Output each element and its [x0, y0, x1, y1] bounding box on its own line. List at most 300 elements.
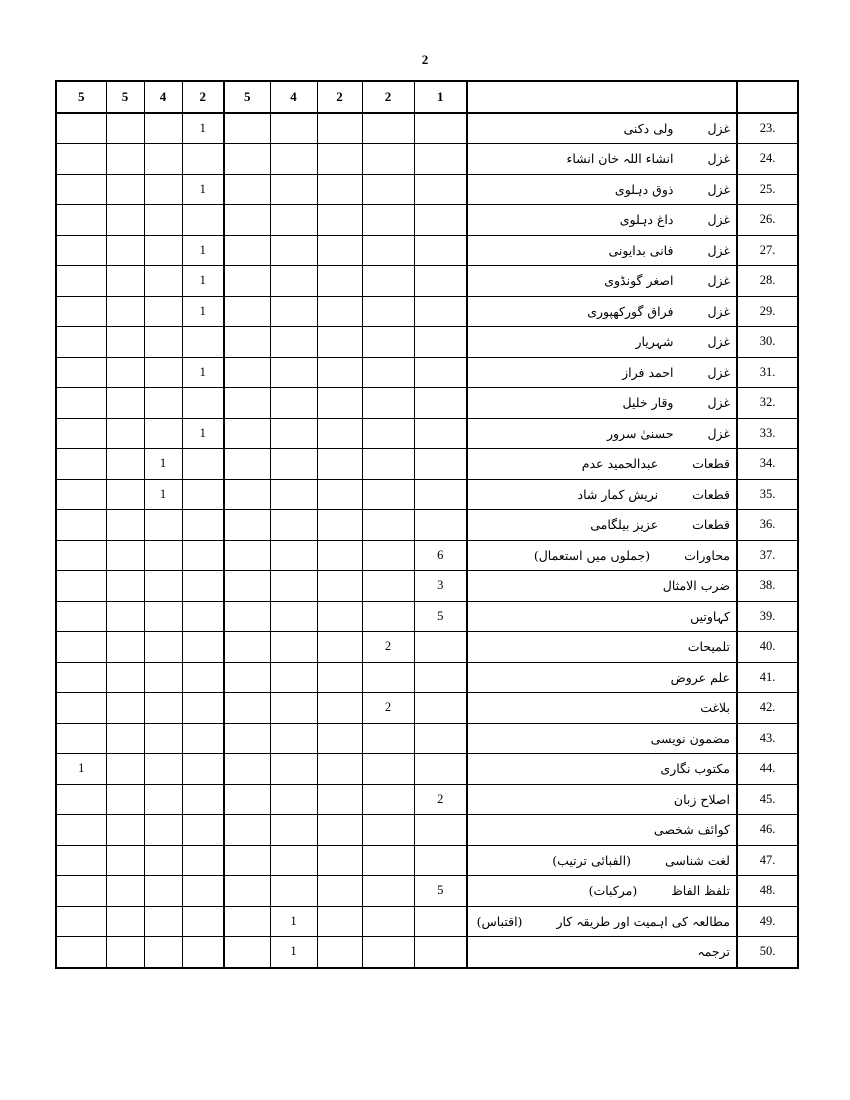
mark-cell: [362, 723, 414, 754]
mark-cell: [106, 144, 144, 175]
table-row: [56, 144, 798, 175]
row-number: 48.: [737, 876, 798, 907]
row-number: 32.: [737, 388, 798, 419]
mark-cell: [56, 479, 106, 510]
mark-cell: [317, 327, 362, 358]
mark-cell: [56, 693, 106, 724]
mark-cell: [144, 388, 182, 419]
mark-cell: [56, 449, 106, 480]
mark-cell: [270, 723, 317, 754]
mark-cell: 1: [182, 296, 224, 327]
header-cell: 2: [182, 81, 224, 113]
mark-cell: [362, 571, 414, 602]
row-number: 26.: [737, 205, 798, 236]
mark-cell: [270, 418, 317, 449]
mark-cell: [414, 266, 467, 297]
mark-cell: [317, 601, 362, 632]
mark-cell: [362, 205, 414, 236]
mark-cell: [144, 937, 182, 968]
topic-cell: [467, 632, 737, 663]
topic-cell: [467, 784, 737, 815]
row-number: 24.: [737, 144, 798, 175]
mark-cell: [182, 723, 224, 754]
topic-cell: [467, 845, 737, 876]
mark-cell: [182, 876, 224, 907]
mark-cell: [106, 662, 144, 693]
mark-cell: [56, 601, 106, 632]
mark-cell: [270, 205, 317, 236]
row-number: 36.: [737, 510, 798, 541]
topic-cell: [467, 357, 737, 388]
mark-cell: [106, 784, 144, 815]
mark-cell: [414, 235, 467, 266]
mark-cell: [317, 144, 362, 175]
topic-label: محاورات: [684, 547, 730, 563]
mark-cell: [270, 266, 317, 297]
mark-cell: [144, 113, 182, 144]
topic-cell: [467, 296, 737, 327]
mark-cell: 6: [414, 540, 467, 571]
topic-detail: داغ دہلوی: [619, 212, 674, 228]
topic-cell: [467, 266, 737, 297]
mark-cell: [224, 449, 270, 480]
mark-cell: [270, 174, 317, 205]
table-row: [56, 662, 798, 693]
mark-cell: [144, 754, 182, 785]
topic-detail: وقار خلیل: [622, 395, 674, 411]
mark-cell: [182, 693, 224, 724]
mark-cell: [106, 174, 144, 205]
mark-cell: [106, 113, 144, 144]
mark-cell: [182, 540, 224, 571]
mark-cell: [106, 601, 144, 632]
topic-detail: فانی بدایونی: [608, 242, 674, 258]
topic-label: غزل: [707, 364, 730, 380]
mark-cell: [106, 296, 144, 327]
topic-label: قطعات: [692, 517, 730, 533]
mark-cell: [106, 449, 144, 480]
mark-cell: [317, 571, 362, 602]
mark-cell: 1: [270, 937, 317, 968]
row-number: 41.: [737, 662, 798, 693]
mark-cell: [106, 937, 144, 968]
topic-cell: [467, 906, 737, 937]
topic-cell: [467, 388, 737, 419]
mark-cell: [144, 205, 182, 236]
mark-cell: [317, 113, 362, 144]
topic-cell: [467, 174, 737, 205]
table-row: [56, 784, 798, 815]
mark-cell: 2: [414, 784, 467, 815]
mark-cell: [224, 632, 270, 663]
mark-cell: [106, 876, 144, 907]
topic-label: مضمون نویسی: [650, 730, 730, 746]
mark-cell: [270, 662, 317, 693]
mark-cell: [362, 266, 414, 297]
mark-cell: [224, 235, 270, 266]
mark-cell: [270, 540, 317, 571]
mark-cell: [106, 723, 144, 754]
mark-cell: 1: [56, 754, 106, 785]
mark-cell: [106, 815, 144, 846]
mark-cell: [224, 205, 270, 236]
table-row: [56, 540, 798, 571]
mark-cell: [414, 113, 467, 144]
mark-cell: [56, 632, 106, 663]
mark-cell: [56, 540, 106, 571]
topic-cell: [467, 693, 737, 724]
mark-cell: [56, 205, 106, 236]
mark-cell: [224, 662, 270, 693]
table-row: [56, 174, 798, 205]
topic-label: غزل: [707, 151, 730, 167]
topic-cell: [467, 754, 737, 785]
table-row: [56, 693, 798, 724]
topic-cell: [467, 540, 737, 571]
mark-cell: [106, 845, 144, 876]
mark-cell: [270, 296, 317, 327]
mark-cell: [182, 144, 224, 175]
mark-cell: [362, 479, 414, 510]
table-row: [56, 601, 798, 632]
mark-cell: [270, 845, 317, 876]
mark-cell: [317, 815, 362, 846]
header-row: [56, 81, 798, 113]
mark-cell: [270, 479, 317, 510]
row-number: 42.: [737, 693, 798, 724]
mark-cell: [414, 327, 467, 358]
mark-cell: [106, 571, 144, 602]
mark-cell: [414, 205, 467, 236]
mark-cell: [144, 876, 182, 907]
mark-cell: [56, 510, 106, 541]
topic-detail: (جملوں میں استعمال): [533, 547, 651, 563]
table-row: [56, 906, 798, 937]
mark-cell: [224, 418, 270, 449]
topic-detail: انشاء اللہ خان انشاء: [566, 151, 674, 167]
mark-cell: [144, 693, 182, 724]
topic-detail: ولی دکنی: [623, 120, 674, 136]
mark-cell: [106, 235, 144, 266]
mark-cell: [414, 723, 467, 754]
mark-cell: [317, 357, 362, 388]
mark-cell: [414, 937, 467, 968]
table-row: [56, 723, 798, 754]
header-cell: 5: [106, 81, 144, 113]
mark-cell: [317, 693, 362, 724]
topic-cell: [467, 205, 737, 236]
mark-cell: [224, 357, 270, 388]
mark-cell: [270, 144, 317, 175]
mark-cell: [56, 113, 106, 144]
mark-cell: [414, 662, 467, 693]
mark-cell: [362, 144, 414, 175]
mark-cell: [414, 510, 467, 541]
mark-cell: 1: [182, 113, 224, 144]
mark-cell: [56, 784, 106, 815]
row-number: 49.: [737, 906, 798, 937]
header-cell: 4: [270, 81, 317, 113]
mark-cell: [144, 144, 182, 175]
mark-cell: [362, 784, 414, 815]
mark-cell: [144, 662, 182, 693]
mark-cell: [144, 601, 182, 632]
mark-cell: [317, 174, 362, 205]
mark-cell: [414, 479, 467, 510]
page-number: 2: [421, 52, 429, 67]
mark-cell: [106, 479, 144, 510]
mark-cell: [317, 876, 362, 907]
topic-label: تلمیحات: [687, 639, 730, 655]
mark-cell: [56, 235, 106, 266]
mark-cell: [182, 479, 224, 510]
table-row: [56, 296, 798, 327]
mark-cell: [106, 418, 144, 449]
topic-cell: [467, 601, 737, 632]
mark-cell: [414, 906, 467, 937]
mark-cell: [144, 174, 182, 205]
topic-label: قطعات: [692, 456, 730, 472]
mark-cell: 5: [414, 876, 467, 907]
mark-cell: [56, 662, 106, 693]
topic-cell: [467, 327, 737, 358]
topic-cell: [467, 662, 737, 693]
mark-cell: [56, 357, 106, 388]
mark-cell: [317, 845, 362, 876]
mark-cell: [224, 906, 270, 937]
mark-cell: 2: [362, 632, 414, 663]
mark-cell: [362, 113, 414, 144]
mark-cell: [182, 784, 224, 815]
row-number: 39.: [737, 601, 798, 632]
topic-label: لغت شناسی: [664, 852, 730, 868]
mark-cell: [144, 845, 182, 876]
mark-cell: [362, 510, 414, 541]
topic-detail: (اقتباس): [476, 913, 523, 929]
mark-cell: [106, 357, 144, 388]
mark-cell: [317, 449, 362, 480]
topic-detail: اصغر گونڈوی: [604, 273, 674, 289]
topic-label: کہاوتیں: [690, 608, 730, 624]
mark-cell: [414, 388, 467, 419]
topic-label: غزل: [707, 425, 730, 441]
mark-cell: [414, 357, 467, 388]
mark-cell: [414, 449, 467, 480]
topic-label: ضرب الامثال: [662, 578, 730, 594]
mark-cell: [224, 754, 270, 785]
mark-cell: [182, 754, 224, 785]
mark-cell: [362, 540, 414, 571]
topic-label: اصلاح زبان: [673, 791, 730, 807]
topic-cell: [467, 479, 737, 510]
mark-cell: [224, 815, 270, 846]
mark-cell: 1: [182, 266, 224, 297]
topic-cell: [467, 876, 737, 907]
mark-cell: [56, 876, 106, 907]
mark-cell: [56, 327, 106, 358]
row-number: 44.: [737, 754, 798, 785]
mark-cell: [106, 510, 144, 541]
mark-cell: [224, 388, 270, 419]
header-cell: 1: [414, 81, 467, 113]
topic-cell: [467, 235, 737, 266]
topic-label: غزل: [707, 273, 730, 289]
topic-label: تلفظ الفاظ: [671, 883, 730, 899]
mark-cell: [317, 479, 362, 510]
row-number: 29.: [737, 296, 798, 327]
mark-cell: [144, 510, 182, 541]
topic-detail: ذوق دہلوی: [614, 181, 674, 197]
topic-cell: [467, 510, 737, 541]
mark-cell: 1: [270, 906, 317, 937]
mark-cell: [317, 266, 362, 297]
topic-detail: شہریار: [635, 334, 674, 350]
mark-cell: 1: [144, 449, 182, 480]
mark-cell: [362, 662, 414, 693]
row-number: 47.: [737, 845, 798, 876]
row-number: 40.: [737, 632, 798, 663]
mark-cell: [317, 632, 362, 663]
header-cell: 2: [317, 81, 362, 113]
table-row: [56, 266, 798, 297]
mark-cell: [106, 754, 144, 785]
mark-cell: [224, 296, 270, 327]
topic-label: غزل: [707, 395, 730, 411]
topic-label: غزل: [707, 303, 730, 319]
mark-cell: [182, 388, 224, 419]
mark-cell: [362, 418, 414, 449]
mark-cell: 1: [182, 235, 224, 266]
table-row: [56, 449, 798, 480]
mark-cell: [270, 388, 317, 419]
mark-cell: [224, 266, 270, 297]
row-number: 23.: [737, 113, 798, 144]
mark-cell: [224, 601, 270, 632]
mark-cell: [414, 174, 467, 205]
mark-cell: [182, 327, 224, 358]
mark-cell: 1: [144, 479, 182, 510]
mark-cell: [144, 266, 182, 297]
table-row: [56, 235, 798, 266]
mark-cell: [224, 144, 270, 175]
mark-cell: [144, 327, 182, 358]
mark-cell: [270, 327, 317, 358]
table-row: [56, 388, 798, 419]
mark-cell: [414, 754, 467, 785]
mark-cell: [270, 449, 317, 480]
mark-cell: [414, 296, 467, 327]
table-row: [56, 205, 798, 236]
row-number: 31.: [737, 357, 798, 388]
mark-cell: [56, 906, 106, 937]
mark-cell: [182, 571, 224, 602]
mark-cell: [182, 937, 224, 968]
topic-cell: [467, 144, 737, 175]
mark-cell: [362, 388, 414, 419]
topic-cell: [467, 418, 737, 449]
table-row: [56, 937, 798, 968]
mark-cell: [317, 754, 362, 785]
mark-cell: 3: [414, 571, 467, 602]
mark-cell: [414, 845, 467, 876]
mark-cell: [182, 205, 224, 236]
mark-cell: [270, 693, 317, 724]
mark-cell: [144, 906, 182, 937]
mark-cell: [144, 784, 182, 815]
mark-cell: [362, 296, 414, 327]
row-number: 46.: [737, 815, 798, 846]
table-row: [56, 571, 798, 602]
mark-cell: [270, 235, 317, 266]
topic-detail: احمد فراز: [622, 364, 674, 380]
mark-cell: [317, 540, 362, 571]
mark-cell: [106, 388, 144, 419]
header-cell-topic: [467, 81, 737, 113]
table-row: [56, 845, 798, 876]
row-number: 25.: [737, 174, 798, 205]
mark-cell: [317, 906, 362, 937]
topic-label: قطعات: [692, 486, 730, 502]
mark-cell: [144, 418, 182, 449]
mark-cell: [224, 784, 270, 815]
mark-cell: [317, 937, 362, 968]
mark-cell: [182, 662, 224, 693]
topic-detail: عبدالحمید عدم: [581, 456, 659, 472]
topic-label: ترجمہ: [697, 944, 730, 960]
mark-cell: [106, 540, 144, 571]
mark-cell: [56, 723, 106, 754]
mark-cell: [317, 235, 362, 266]
mark-cell: [144, 723, 182, 754]
mark-cell: [224, 174, 270, 205]
mark-cell: [362, 327, 414, 358]
mark-cell: [56, 266, 106, 297]
mark-cell: [317, 418, 362, 449]
mark-cell: [270, 754, 317, 785]
row-number: 27.: [737, 235, 798, 266]
mark-cell: [56, 815, 106, 846]
mark-cell: 2: [362, 693, 414, 724]
mark-cell: [362, 754, 414, 785]
mark-cell: [224, 723, 270, 754]
mark-cell: [144, 815, 182, 846]
mark-cell: [224, 479, 270, 510]
topic-cell: [467, 815, 737, 846]
row-number: 30.: [737, 327, 798, 358]
mark-cell: [224, 937, 270, 968]
topic-label: مطالعہ کی اہمیت اور طریقہ کار: [556, 913, 730, 929]
mark-cell: [56, 418, 106, 449]
row-number: 33.: [737, 418, 798, 449]
topic-cell: [467, 937, 737, 968]
mark-cell: [270, 510, 317, 541]
mark-cell: [414, 632, 467, 663]
topic-detail: عزیز بیلگامی: [590, 517, 659, 533]
mark-cell: [224, 571, 270, 602]
mark-cell: [106, 632, 144, 663]
row-number: 45.: [737, 784, 798, 815]
topic-cell: [467, 571, 737, 602]
mark-cell: [270, 601, 317, 632]
row-number: 35.: [737, 479, 798, 510]
mark-cell: [182, 906, 224, 937]
mark-cell: [224, 876, 270, 907]
mark-cell: [270, 571, 317, 602]
row-number: 38.: [737, 571, 798, 602]
mark-cell: [56, 144, 106, 175]
mark-cell: [362, 449, 414, 480]
table-row: [56, 876, 798, 907]
